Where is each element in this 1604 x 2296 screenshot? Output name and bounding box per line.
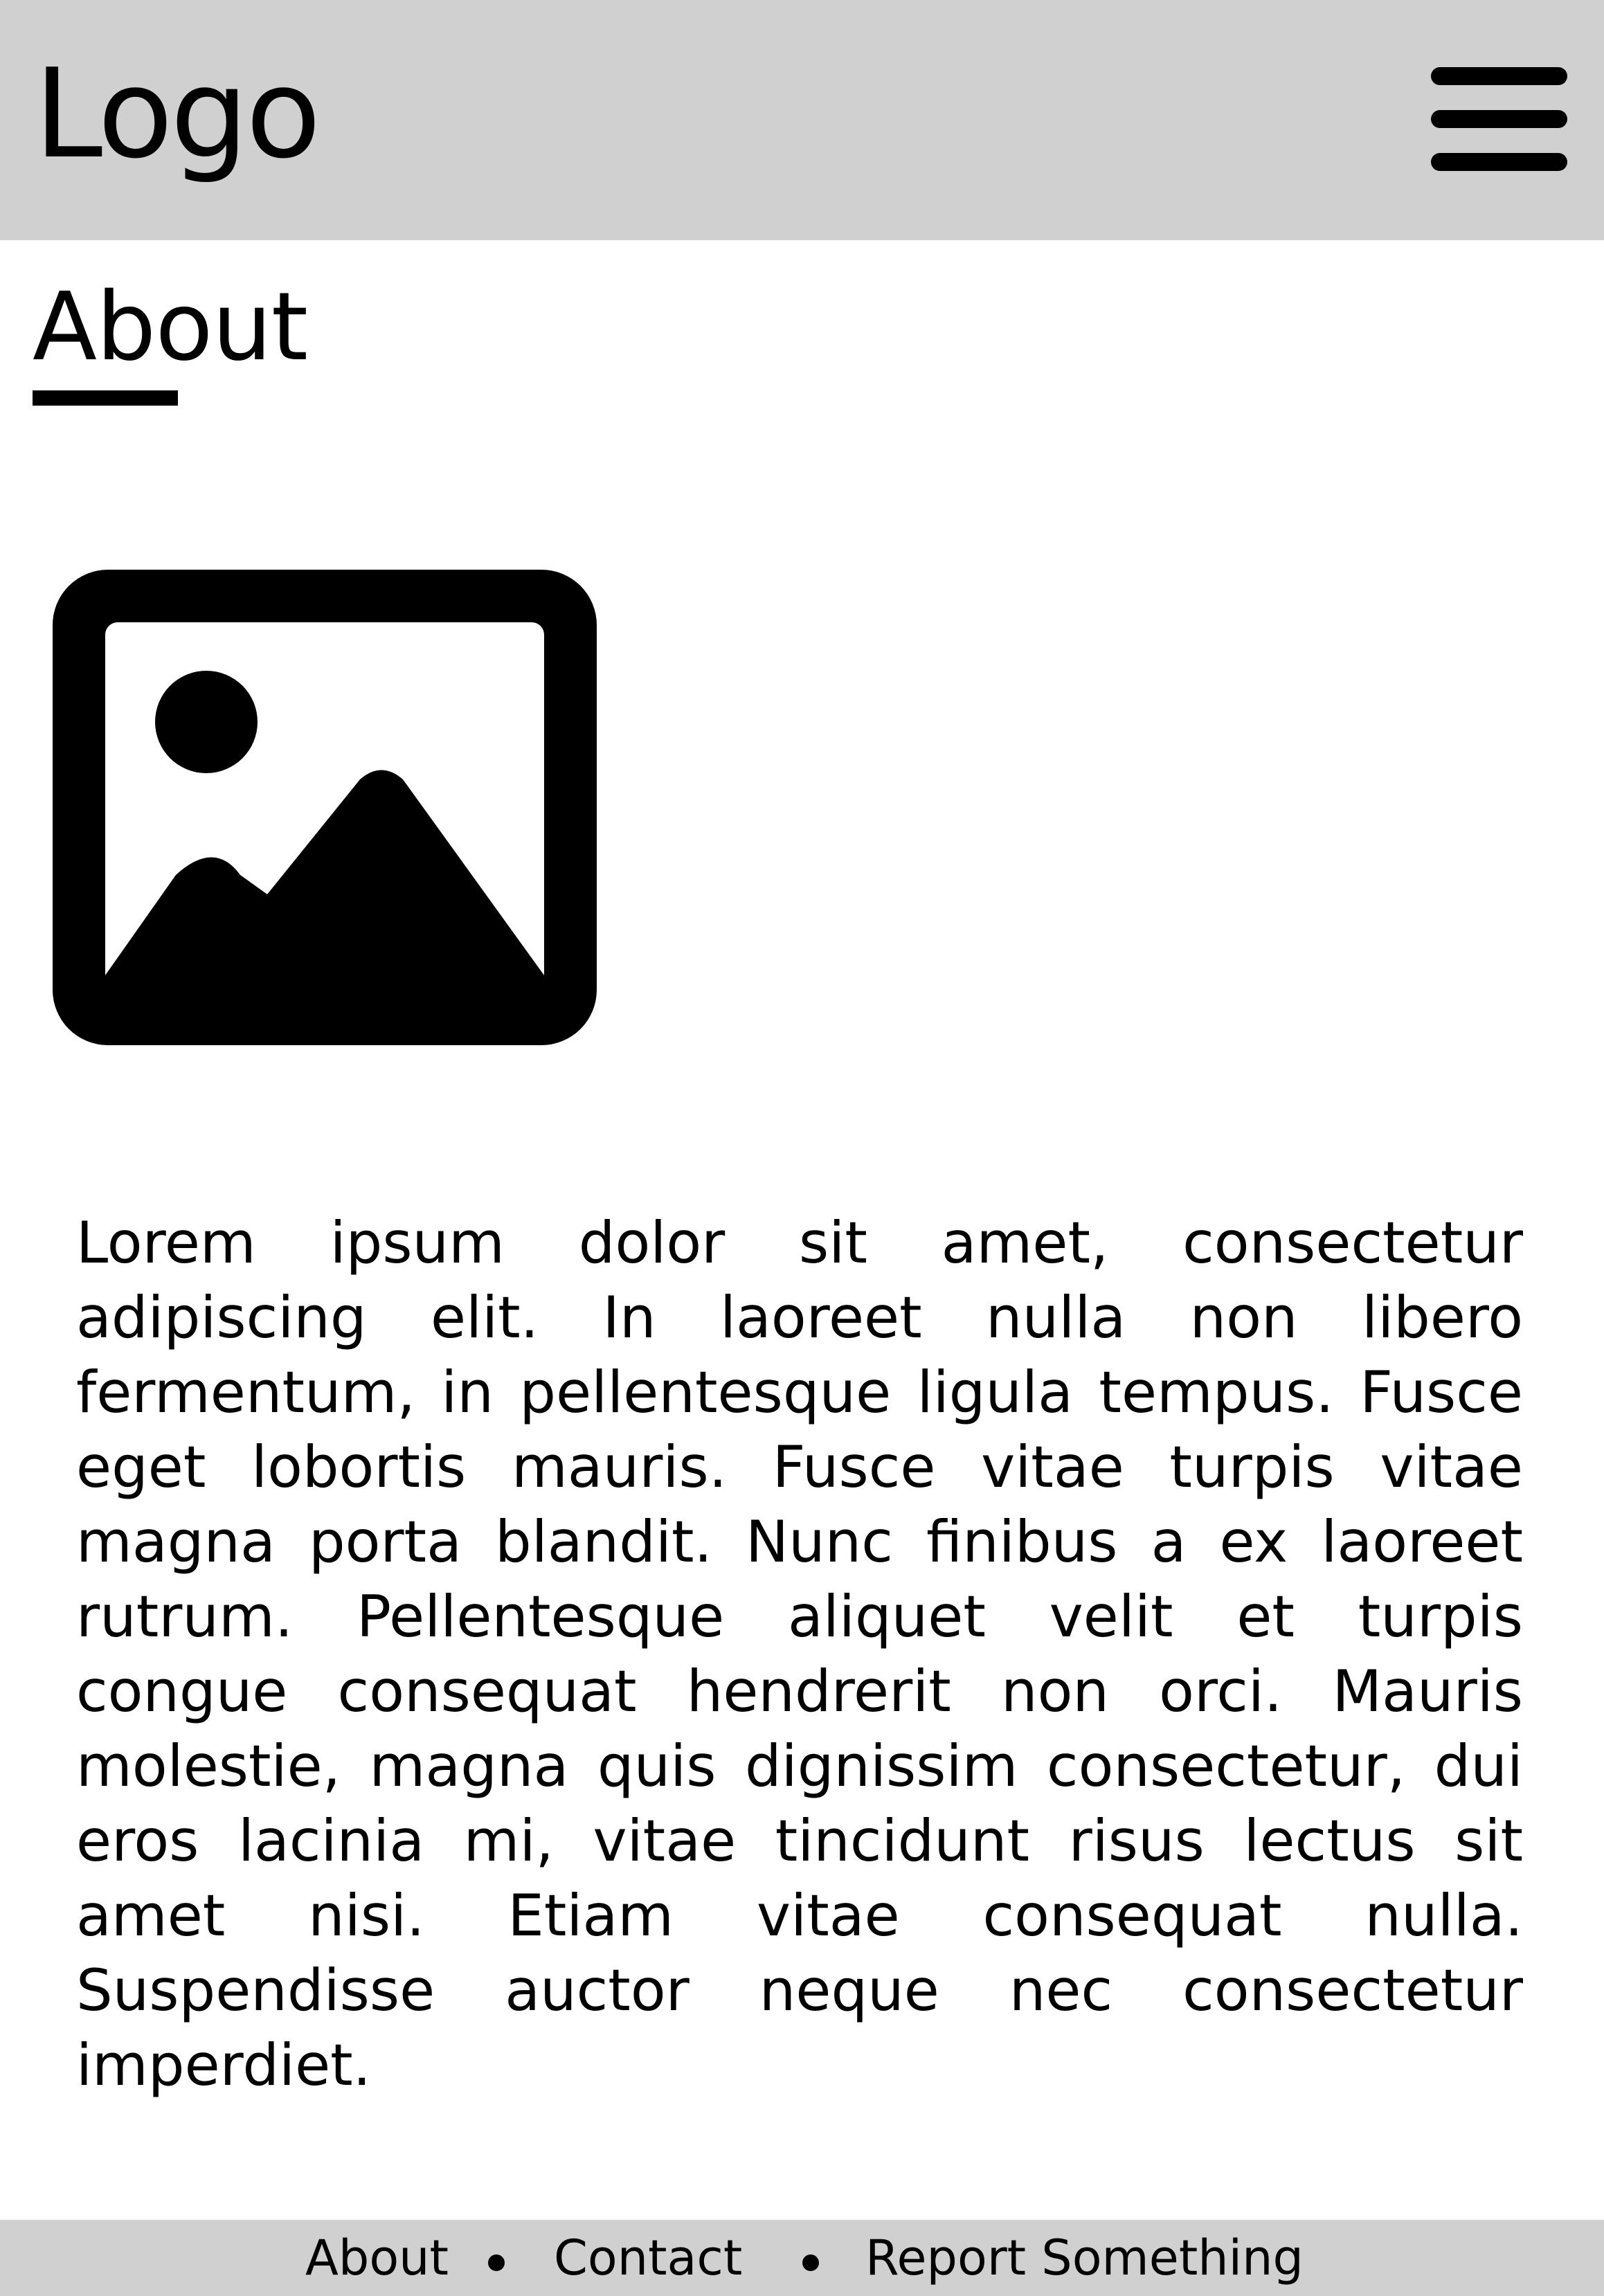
header (0, 0, 1604, 240)
footer-separator-dot (802, 2254, 819, 2271)
image-placeholder-icon (53, 570, 597, 1045)
page-title: About (33, 273, 308, 382)
menu-bar-top (1431, 67, 1567, 85)
menu-bar-middle (1431, 110, 1567, 128)
footer-separator-dot (488, 2254, 505, 2271)
footer-link-about[interactable]: About (305, 2230, 449, 2286)
title-underline (33, 390, 178, 406)
menu-bar-bottom (1431, 153, 1567, 171)
footer-link-contact[interactable]: Contact (554, 2230, 743, 2286)
about-paragraph: Lorem ipsum dolor sit amet, consectetur adipiscing elit. In laoreet nulla non libero fermentum, in pellentesque ligula tempus. Fusce eget lobortis mauris. Fusce vitae turpis vitae magna porta blandit. Nunc finibus a ex laoreet rutrum. Pellentesque aliquet velit et turpis congue consequat hendrerit non orci. Mauris molestie, magna quis dignissim consectetur, dui eros lacinia mi, vitae tincidunt risus lectus sit amet nisi. Etiam vitae consequat nulla. Suspendisse auctor neque nec consectetur imperdiet. (76, 1209, 1523, 2099)
footer (0, 2220, 1604, 2296)
logo[interactable]: Logo (34, 42, 318, 186)
footer-link-report-something[interactable]: Report Something (865, 2230, 1304, 2286)
hamburger-menu-icon[interactable] (1431, 67, 1567, 171)
